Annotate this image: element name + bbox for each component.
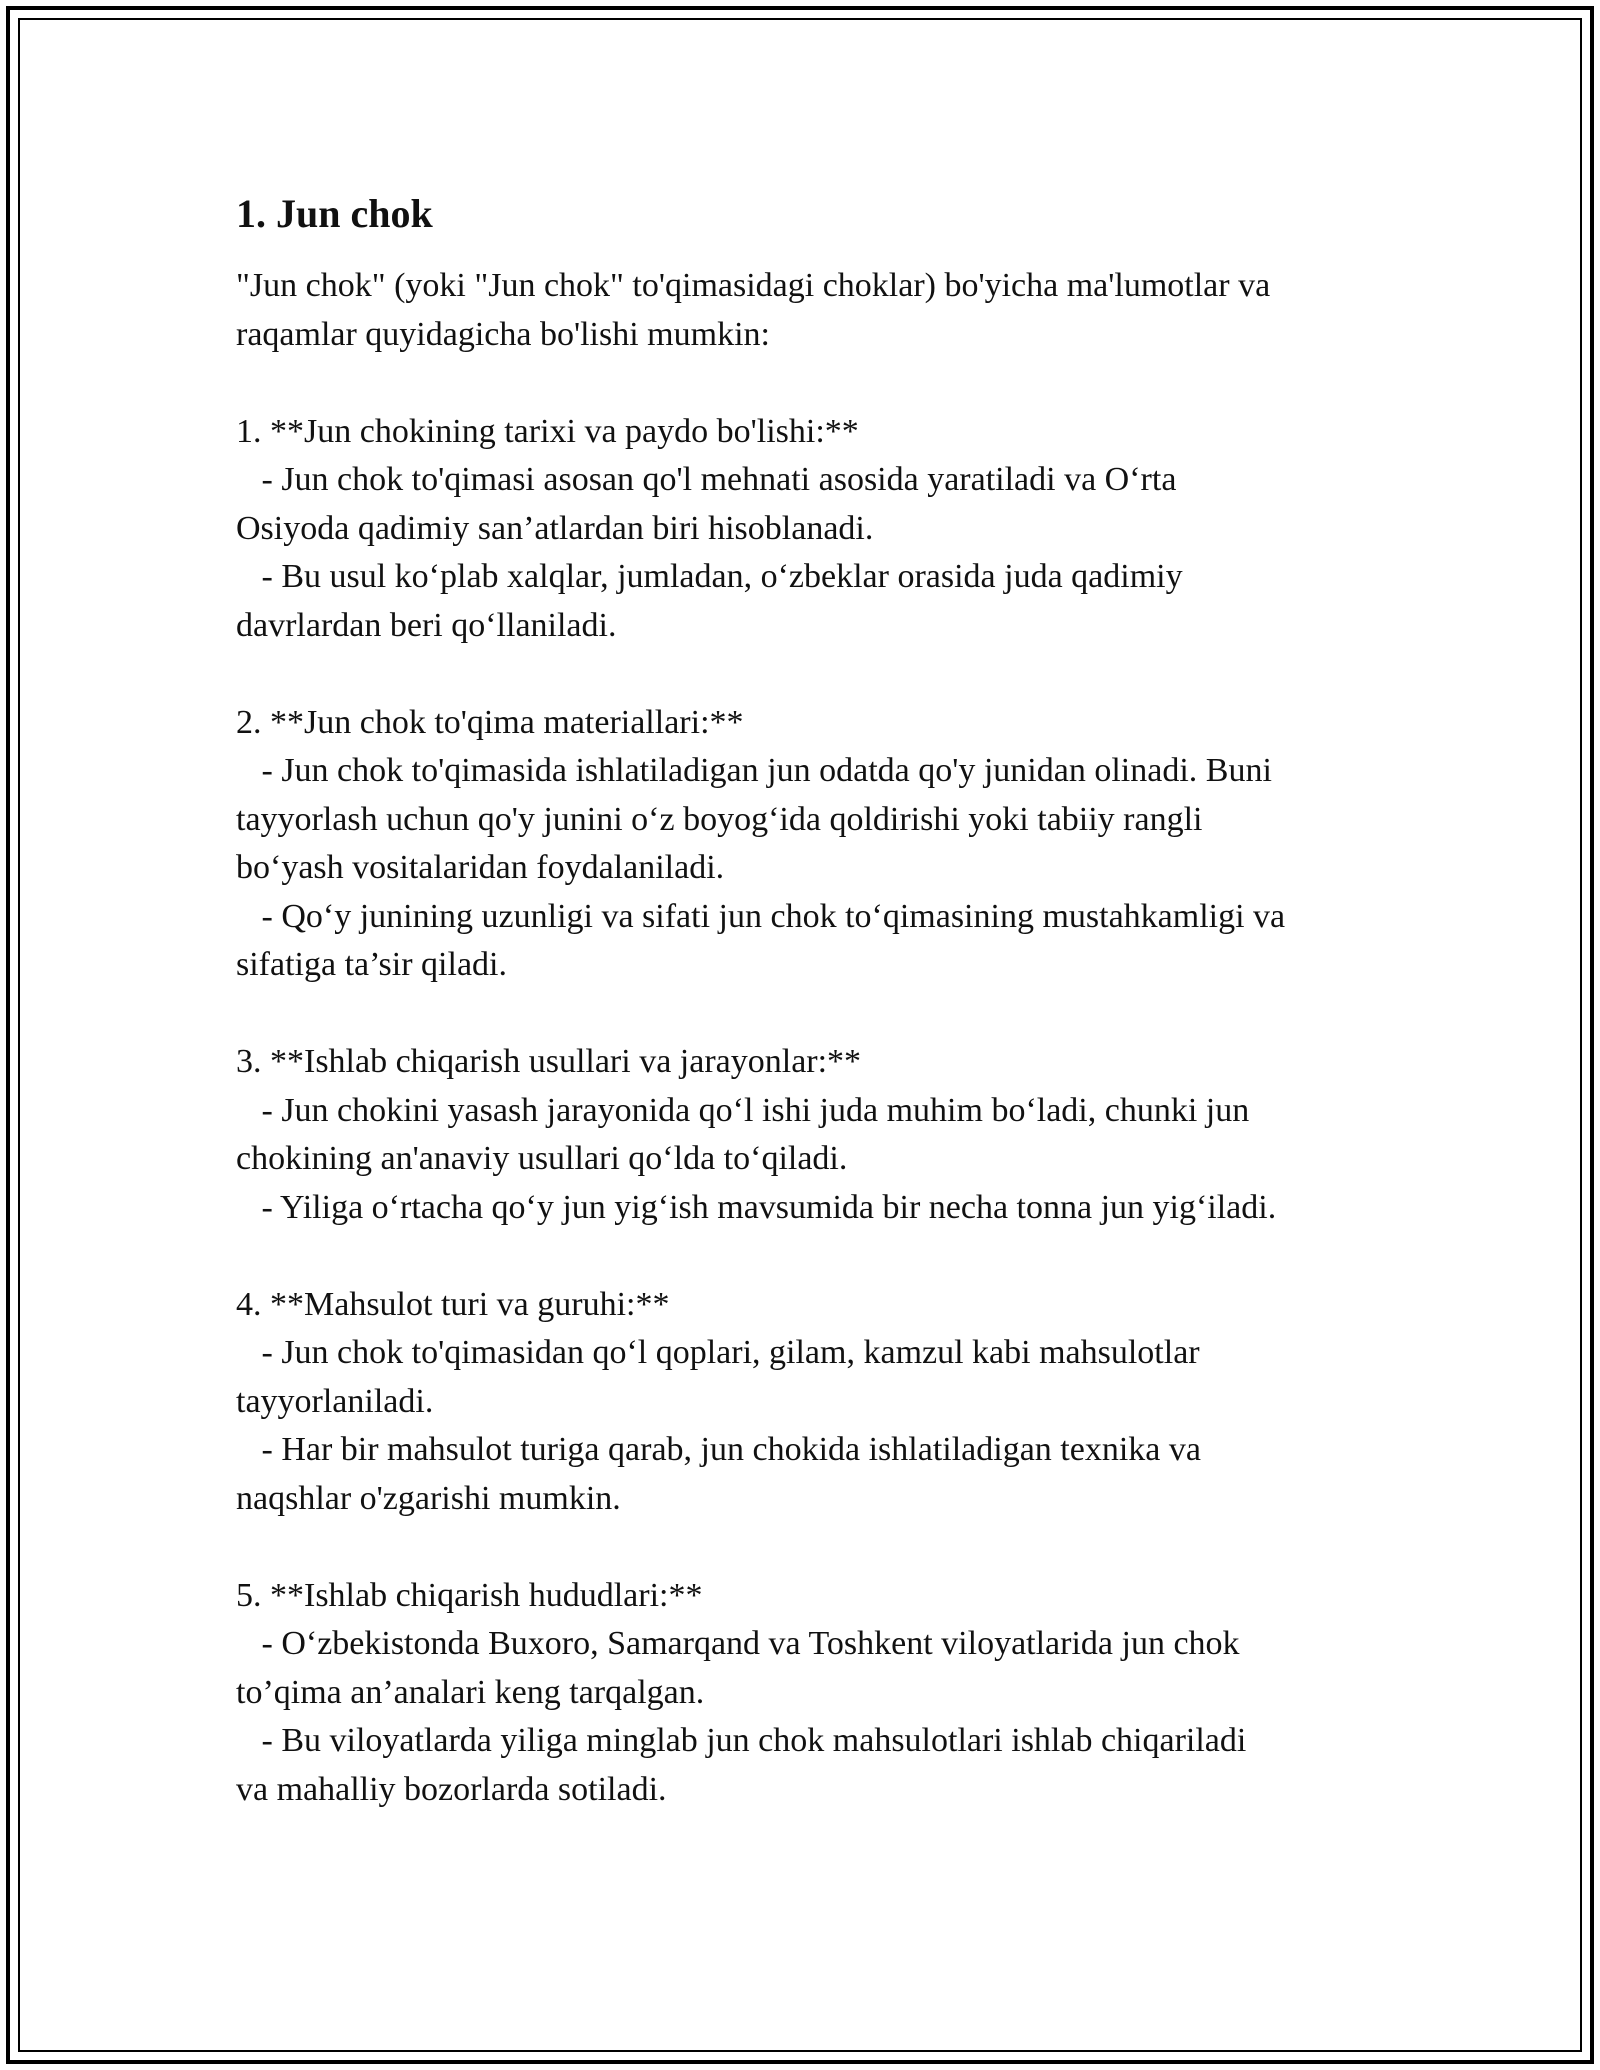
section-line: bo‘yash vositalaridan foydalaniladi. — [236, 849, 725, 886]
section-history — [236, 408, 1386, 651]
section-line: - Bu viloyatlarda yiliga minglab jun chok mahsulotlari ishlab chiqariladi — [236, 1722, 1247, 1759]
section-line: - Jun chok to'qimasidan qo‘l qoplari, gilam, kamzul kabi mahsulotlar — [236, 1334, 1200, 1371]
section-line: davrlardan beri qo‘llaniladi. — [236, 606, 617, 644]
section-line: - O‘zbekistonda Buxoro, Samarqand va Toshkent viloyatlarida jun chok — [236, 1625, 1240, 1662]
section-line: - Har bir mahsulot turiga qarab, jun chokida ishlatiladigan texnika va — [236, 1431, 1201, 1468]
section-production-methods — [236, 1038, 1386, 1232]
section-line: Osiyoda qadimiy san’atlardan biri hisoblanadi. — [236, 509, 874, 547]
section-line: naqshlar o'zgarishi mumkin. — [236, 1479, 621, 1517]
section-heading: 1. **Jun chokining tarixi va paydo bo'lishi:** — [236, 412, 859, 450]
section-line: sifatiga ta’sir qiladi. — [236, 946, 507, 983]
section-line: chokining an'anaviy usullari qo‘lda to‘qiladi. — [236, 1140, 848, 1177]
section-materials — [236, 699, 1386, 990]
section-heading: 5. **Ishlab chiqarish hududlari:** — [236, 1576, 703, 1614]
section-heading: 3. **Ishlab chiqarish usullari va jarayonlar:** — [236, 1043, 862, 1080]
section-line: tayyorlash uchun qo'y junini o‘z boyog‘ida qoldirishi yoki tabiiy rangli — [236, 800, 1203, 838]
section-product-types — [236, 1281, 1386, 1524]
section-heading: 2. **Jun chok to'qima materiallari:** — [236, 703, 744, 741]
document-body — [236, 186, 1386, 1863]
section-line: - Jun chok to'qimasida ishlatiladigan jun odatda qo'y junidan olinadi. Buni — [236, 752, 1272, 789]
document-title: 1. Jun chok — [236, 191, 433, 236]
intro-paragraph: "Jun chok" (yoki "Jun chok" to'qimasidagi choklar) bo'yicha ma'lumotlar va raqamlar quyidagicha bo'lishi mumkin: — [236, 267, 1271, 353]
section-line: - Jun chok to'qimasi asosan qo'l mehnati asosida yaratiladi va O‘rta — [236, 461, 1177, 498]
section-line: - Bu usul ko‘plab xalqlar, jumladan, o‘zbeklar orasida juda qadimiy — [236, 558, 1183, 595]
section-line: va mahalliy bozorlarda sotiladi. — [236, 1770, 667, 1808]
section-production-regions — [236, 1572, 1386, 1815]
section-heading: 4. **Mahsulot turi va guruhi:** — [236, 1285, 670, 1323]
section-line: to’qima an’analari keng tarqalgan. — [236, 1673, 705, 1711]
section-line: - Yiliga o‘rtacha qo‘y jun yig‘ish mavsumida bir necha tonna jun yig‘iladi. — [236, 1188, 1277, 1226]
section-line: - Qo‘y junining uzunligi va sifati jun chok to‘qimasining mustahkamligi va — [236, 897, 1286, 935]
section-line: tayyorlaniladi. — [236, 1382, 434, 1420]
section-line: - Jun chokini yasash jarayonida qo‘l ishi juda muhim bo‘ladi, chunki jun — [236, 1091, 1250, 1129]
